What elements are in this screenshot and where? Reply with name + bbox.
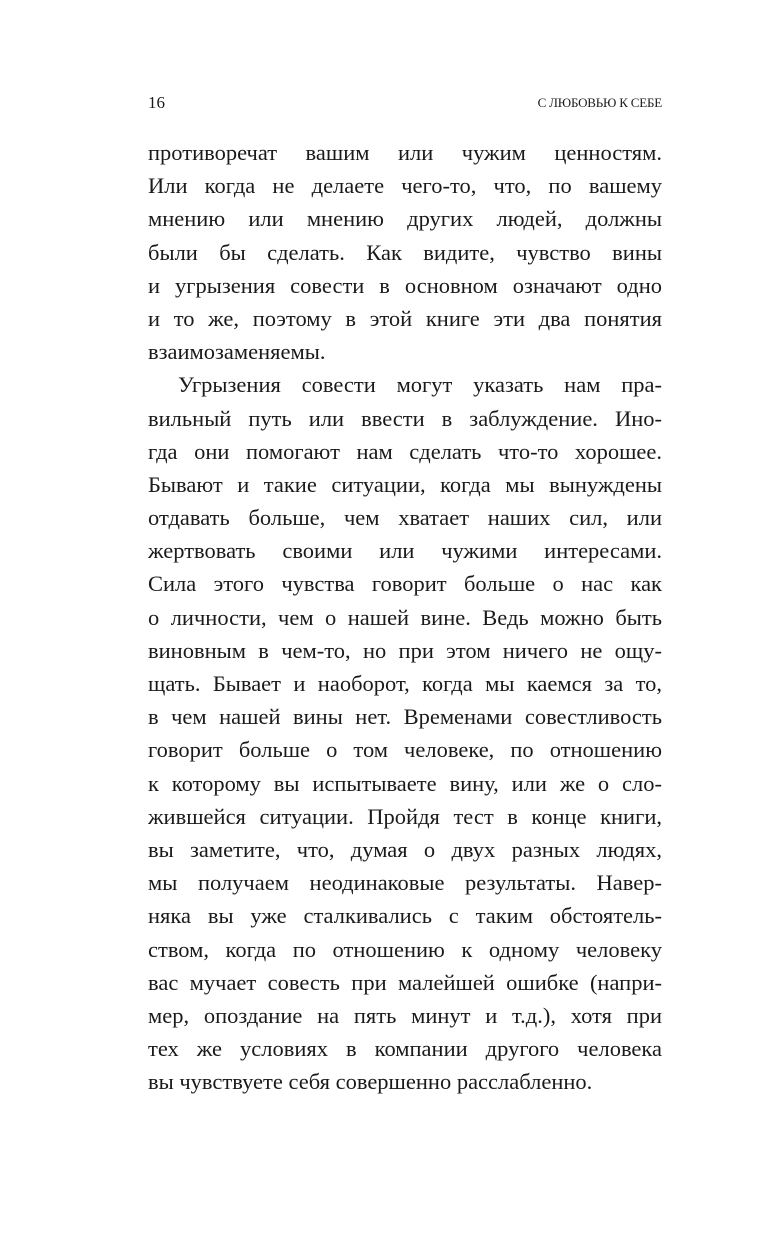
text-line: виновным в чем-то, но при этом ничего не ощу- bbox=[148, 637, 662, 663]
page-number: 16 bbox=[148, 93, 165, 112]
text-line: вильный путь или ввести в заблуждение. Ино- bbox=[148, 405, 662, 431]
text-line: мнению или мнению других людей, должны bbox=[148, 206, 662, 232]
text-line: говорит больше о том человеке, по отношению bbox=[148, 737, 662, 763]
text-line: взаимозаменяемы. bbox=[148, 339, 326, 365]
text-line: в чем нашей вины нет. Временами совестливость bbox=[148, 704, 662, 730]
text-line: Угрызения совести могут указать нам пра- bbox=[178, 372, 662, 398]
text-line: о личности, чем о нашей вине. Ведь можно быть bbox=[148, 604, 662, 630]
text-line: Сила этого чувства говорит больше о нас как bbox=[148, 571, 662, 597]
text-line: тех же условиях в компании другого человека bbox=[148, 1036, 662, 1062]
text-line: вы чувствуете себя совершенно расслабленно. bbox=[148, 1069, 593, 1095]
text-line: и то же, поэтому в этой книге эти два понятия bbox=[148, 305, 662, 331]
text-line: были бы сделать. Как видите, чувство вины bbox=[148, 239, 662, 265]
text-line: Бывают и такие ситуации, когда мы вынуждены bbox=[148, 471, 662, 497]
body-text bbox=[148, 136, 662, 1098]
text-line: жертвовать своими или чужими интересами. bbox=[148, 538, 662, 564]
text-line: няка вы уже сталкивались с таким обстоятель- bbox=[148, 903, 662, 929]
text-line: и угрызения совести в основном означают одно bbox=[148, 272, 662, 298]
text-line: противоречат вашим или чужим ценностям. bbox=[148, 140, 662, 165]
text-line: к которому вы испытываете вину, или же о сло- bbox=[148, 770, 662, 796]
running-title: С ЛЮБОВЬЮ К СЕБЕ bbox=[537, 95, 662, 110]
text-line: гда они помогают нам сделать что-то хорошее. bbox=[148, 438, 662, 464]
text-line: мы получаем неодинаковые результаты. Навер- bbox=[148, 870, 662, 896]
text-line: щать. Бывает и наоборот, когда мы каемся за то, bbox=[148, 671, 662, 696]
text-line: вас мучает совесть при малейшей ошибке (напри- bbox=[148, 969, 662, 995]
text-line: отдавать больше, чем хватает наших сил, или bbox=[148, 505, 662, 531]
text-line: ством, когда по отношению к одному человеку bbox=[148, 936, 662, 962]
text-line: мер, опоздание на пять минут и т.д.), хотя при bbox=[148, 1002, 662, 1028]
text-line: жившейся ситуации. Пройдя тест в конце книги, bbox=[148, 803, 662, 829]
text-line: вы заметите, что, думая о двух разных людях, bbox=[148, 836, 662, 862]
text-line: Или когда не делаете чего-то, что, по вашему bbox=[148, 173, 662, 199]
